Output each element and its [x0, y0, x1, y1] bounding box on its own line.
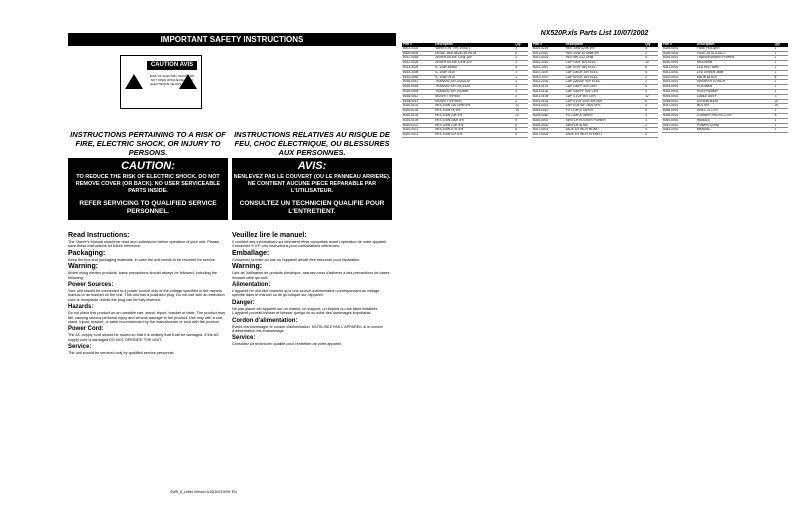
warning-heading-fr: Warning: — [232, 263, 263, 271]
part-number-cell: 6020-0222 — [402, 123, 434, 128]
service-text: The unit should be serviced only by qualified service personnel. — [68, 351, 175, 356]
caution-refer: REFER SERVICING TO QUALIFIED SERVICE PERSONNEL. — [79, 200, 217, 215]
qty-cell: 20 — [774, 104, 788, 109]
packaging-text-fr: Conservez la boite au cas ou l'appareil devait être retourner pour réparation. — [232, 257, 361, 262]
description-cell: CABLE ASSY — [696, 94, 774, 99]
description-cell: POT 10K B TAPER — [565, 109, 645, 114]
qty-cell: 8 — [514, 128, 528, 133]
part-number-cell: 6022-1100 — [532, 70, 565, 75]
part-number-cell: 6025-0010 — [532, 109, 565, 114]
description-cell: CAP 47UF 35V ELEC — [565, 65, 645, 70]
part-number-cell: 6023-0101 — [532, 85, 565, 90]
qty-cell: 1 — [774, 89, 788, 94]
part-number-cell: 6012-0028 — [402, 61, 434, 66]
description-cell: ZENER DIODE 1/2W 15V — [434, 56, 514, 61]
description-cell: CORNER PROTECTOR — [696, 113, 774, 118]
col-header-desc: Description — [434, 43, 514, 47]
description-cell: POT 50K A TAPER — [565, 113, 645, 118]
part-number-cell: 6016-0012 — [402, 80, 434, 85]
qty-cell: 1 — [774, 118, 788, 123]
qty-cell: 1 — [644, 118, 658, 123]
qty-cell: 1 — [774, 123, 788, 128]
qty-cell: 1 — [514, 47, 528, 51]
part-number-cell: 6021-0022 — [532, 56, 565, 61]
part-number-cell: 6018-0013 — [402, 99, 434, 104]
col-header-part: Part # — [532, 43, 565, 47]
description-cell: CAP 0.1UF 100V MYLAR — [565, 99, 645, 104]
service-text-fr: Consultez un technicien qualifié pour l'entretien de votre appareil. — [232, 342, 342, 347]
description-cell: SWITCH SLIDE — [565, 123, 645, 128]
part-number-cell: 6020-0102 — [402, 109, 434, 114]
part-number-cell: 6022-1047 — [532, 65, 565, 70]
qty-cell: 4 — [514, 65, 528, 70]
part-number-cell: 6023-0102 — [532, 89, 565, 94]
qty-cell: 5 — [514, 133, 528, 138]
description-cell: GRILL CLOTH — [696, 109, 774, 114]
packaging-heading-fr: Emballage: — [232, 249, 270, 257]
col-header-part: Part # — [662, 43, 696, 47]
description-cell: CAP 10UF 50V ELEC — [565, 61, 645, 66]
table-row — [662, 128, 788, 133]
description-cell: RES 1/4W 100K 5% — [434, 118, 514, 123]
part-number-cell: 6036-0001 — [662, 99, 696, 104]
qty-cell: 1 — [774, 61, 788, 66]
description-cell: RES 1/4W 100 OHM 5% — [434, 104, 514, 109]
part-number-cell: 6035-0001 — [662, 94, 696, 99]
part-number-cell: 6020-0472 — [402, 128, 434, 133]
part-number-cell: 6016-0094 — [402, 89, 434, 94]
part-number-cell: 6040-0001 — [662, 118, 696, 123]
part-number-cell: 6005-3004 — [402, 51, 434, 56]
description-cell: SCREW M3X8 — [696, 99, 774, 104]
shock-warning-label — [120, 55, 202, 109]
description-cell: ZENER DIODE 1/2W 22V — [434, 61, 514, 66]
qty-cell: 18 — [514, 109, 528, 114]
cord-text: The AC supply cord should be routed so that it is unlikely that it will be damaged. If the AC supply cord is damaged DO NOT OPERATE THE UNIT. — [68, 333, 219, 342]
part-number-cell: 6041-0001 — [662, 123, 696, 128]
avis-title: AVIS: — [297, 160, 327, 172]
qty-cell: 1 — [774, 70, 788, 75]
safety-page — [0, 0, 396, 513]
qty-cell: 4 — [644, 89, 658, 94]
description-cell: RES 1/4W 4.7K 5% — [434, 128, 514, 133]
warning-text-fr: Lors de l'utilisation de produits électrique, assurez-vous d'adhérer à des précautions de bases incluant celle qui suit: — [232, 271, 390, 280]
description-cell: IC 1/4W 4558D — [434, 65, 514, 70]
qty-cell: 2 — [514, 61, 528, 66]
qty-cell: 1 — [514, 70, 528, 75]
description-cell: IC 1/4W 7815 — [434, 70, 514, 75]
french-instructions — [232, 232, 392, 348]
parts-list-page — [396, 0, 793, 513]
part-number-cell: 6020-0103 — [402, 113, 434, 118]
power-text: Your unit should be connected to a power source only of the voltage specified in the owners manual or as marked on the unit. This unit has a polarized plug. Do not use with an extension cord or receptacle unless the plug can be fully inserted. — [68, 289, 225, 302]
part-number-cell: 6022-2220 — [532, 80, 565, 85]
part-number-cell: 6027-0002 — [532, 133, 565, 138]
qty-cell: 2 — [514, 89, 528, 94]
description-cell: MOSFET IRF540 — [434, 94, 514, 99]
qty-cell: 4 — [644, 56, 658, 61]
col-header-qty: Qty — [774, 43, 788, 47]
hazards-text: Do not place this product on an unstable cart, stand, tripod, bracket or table. The product may fall, causing serious personal injury and serious damage to the product. Use only with a cart, stand, tripod, bracket, or table recommended by the manufacturer or sold with the product. — [68, 311, 226, 325]
qty-cell: 2 — [514, 56, 528, 61]
part-number-cell: 6014-3025 — [402, 65, 434, 70]
description-cell: CAP 1000PF 50V CER — [565, 89, 645, 94]
parts-table-1 — [402, 43, 528, 138]
read-text: The Owner's Manual should be read and understood before operation of your unit. Please, save these instructions for future reference. — [68, 240, 220, 249]
qty-cell: 1 — [774, 56, 788, 61]
qty-cell: 2 — [644, 123, 658, 128]
part-number-cell: 6026-0001 — [532, 118, 565, 123]
description-cell: FUSE 2A SLO-BLO — [696, 51, 774, 56]
description-cell: HEATSINK — [696, 61, 774, 66]
part-number-cell: 6026-0002 — [532, 123, 565, 128]
read-heading-fr: Veuillez lire le manuel: — [232, 232, 307, 239]
part-number-cell: 6020-0101 — [402, 104, 434, 109]
description-cell: TRANSISTOR 2SC1815 — [434, 85, 514, 90]
description-cell: RES 1/4W 47K 5% — [434, 133, 514, 138]
qty-cell: 9 — [514, 118, 528, 123]
col-header-desc: Description — [696, 43, 774, 47]
description-cell: VARISTOR TVR 10G471 — [434, 47, 514, 51]
warning-triangle-icon — [125, 74, 143, 89]
part-number-cell: 6031-0001 — [662, 65, 696, 70]
description-cell: DIODE 1N4148 D0-35 PA 28 — [434, 51, 514, 56]
avis-refer: CONSULTEZ UN TECHNICIEN QUALIFIE POUR L'ENTRETIENT. — [239, 200, 385, 215]
qty-cell: 12 — [514, 104, 528, 109]
part-number-cell: 6031-0002 — [662, 70, 696, 75]
read-text-fr: Il contient des informations qui devraient êtres comprises avant l'opération de votre appareil. Conservez S.V.P. ces instructions pour consultations ultérieures. — [232, 240, 388, 249]
qty-cell: 4 — [644, 104, 658, 109]
qty-cell: 2 — [774, 65, 788, 70]
part-number-cell: 6018-0012 — [402, 94, 434, 99]
description-cell: RES 1/4W 1K 5% — [434, 109, 514, 114]
description-cell: PCB MAIN — [696, 85, 774, 90]
warning-heading: Warning: — [68, 263, 99, 271]
page-footer: SWR_6_Letter Version 4/26/2003 6/99: EN — [170, 490, 237, 494]
description-cell: MANUAL — [696, 128, 774, 133]
part-number-cell: 6028-0002 — [662, 51, 696, 56]
qty-cell: 1 — [774, 128, 788, 133]
qty-cell: 5 — [644, 109, 658, 114]
service-heading: Service: — [68, 344, 92, 351]
qty-cell: 2 — [644, 80, 658, 85]
description-cell: CAP 470UF 16V ELEC — [565, 75, 645, 80]
qty-cell: 2 — [644, 133, 658, 138]
description-cell: HANDLE — [696, 118, 774, 123]
description-cell: PCB PREAMP — [696, 89, 774, 94]
description-cell: RES 1/4W 220K 5% — [565, 47, 645, 51]
intro-french: INSTRUCTIONS RELATIVES AU RISQUE DE FEU, CHOC ÉLECTRIQUE, OU BLESSURES AUX PERSONNES. — [234, 130, 390, 157]
qty-cell: 1 — [774, 109, 788, 114]
description-cell: LED RED 3MM — [696, 65, 774, 70]
intro-english: INSTRUCTIONS PERTAINING TO A RISK OF FIRE, ELECTRIC SHOCK, OR INJURY TO PERSONS. — [70, 130, 226, 157]
description-cell: CAP 0.1UF 50V CER — [565, 94, 645, 99]
qty-cell: 6 — [644, 85, 658, 90]
description-cell: RES 1/4W 2.2K 5% — [434, 123, 514, 128]
description-cell: NUT M3 — [696, 104, 774, 109]
description-cell: CAP 0.047UF 100V MYL — [565, 104, 645, 109]
description-cell: SPEAKER 10 INCH — [696, 80, 774, 85]
table-row — [402, 133, 528, 138]
part-number-cell: 6028-0001 — [662, 47, 696, 51]
service-heading-fr: Service: — [232, 335, 256, 342]
qty-cell: 1 — [774, 85, 788, 90]
col-header-qty: Qty — [644, 43, 658, 47]
description-cell: IC 1/4W 7915 — [434, 75, 514, 80]
power-heading-fr: Alimentation: — [232, 282, 271, 289]
qty-cell: 22 — [514, 113, 528, 118]
qty-cell: 4 — [644, 128, 658, 133]
part-number-cell: 6014-3039 — [402, 70, 434, 75]
danger-heading-fr: Danger: — [232, 299, 255, 306]
description-cell: SWITCH ROCKER POWER — [565, 118, 645, 123]
qty-cell: 2 — [514, 94, 528, 99]
hazards-heading: Hazards: — [68, 304, 94, 311]
part-number-cell: 6032-0001 — [662, 75, 696, 80]
col-header-desc: Description — [565, 43, 645, 47]
part-number-cell: 6002-0302 — [402, 47, 434, 51]
part-number-cell: 6037-0001 — [662, 104, 696, 109]
cord-text-fr: Évitez d'endommager le cordon d'alimentation. N'UTILISEZ PAS L'APPAREIL si le cordon d'alimentation est endommagé. — [232, 324, 383, 334]
part-number-cell: 6016-0054 — [402, 85, 434, 90]
packaging-text: Keep the box and packaging materials, in case the unit needs to be returned for service. — [68, 257, 216, 262]
qty-cell: 8 — [774, 113, 788, 118]
part-number-cell: 6020-0224 — [532, 47, 565, 51]
part-number-cell: 6038-0001 — [662, 109, 696, 114]
description-cell: TRANSFORMER POWER — [696, 56, 774, 61]
part-number-cell: 6027-0001 — [532, 128, 565, 133]
description-cell: TRANSISTOR 2SD669 — [434, 89, 514, 94]
qty-cell: 6 — [644, 65, 658, 70]
qty-cell: 2 — [514, 99, 528, 104]
qty-cell: 3 — [514, 80, 528, 85]
description-cell: RES 1/2W 10 OHM 5% — [565, 51, 645, 56]
caution-box — [68, 158, 228, 220]
part-number-cell: 6034-0002 — [662, 89, 696, 94]
qty-cell: 3 — [644, 113, 658, 118]
description-cell: POWER CORD — [696, 123, 774, 128]
qty-cell: 10 — [644, 61, 658, 66]
description-cell: TRANSISTOR 2SA1015 — [434, 80, 514, 85]
qty-cell: 20 — [774, 99, 788, 104]
caution-title: CAUTION: — [121, 160, 175, 172]
part-number-cell: 6022-1470 — [532, 75, 565, 80]
qty-cell: 4 — [644, 70, 658, 75]
part-number-cell: 6029-0001 — [662, 56, 696, 61]
description-cell: MOSFET IRF9540 — [434, 99, 514, 104]
part-number-cell: 6033-0001 — [662, 80, 696, 85]
avis-body: NENLEVEZ PAS LE COUVERT (OU LE PANNEAU ARRIERE). NE CONTIENT AUCUNE PIECE REPARABLE PAR L'UTILISATEUR. — [233, 174, 391, 194]
qty-cell: 3 — [774, 94, 788, 99]
qty-cell: 1 — [774, 47, 788, 51]
description-cell: LED GREEN 3MM — [696, 70, 774, 75]
part-number-cell: 6024-0473 — [532, 104, 565, 109]
description-cell: CAP 100UF 25V ELEC — [565, 70, 645, 75]
description-cell: RES 5W 0.22 OHM — [565, 56, 645, 61]
col-header-qty: Qty — [514, 43, 528, 47]
qty-cell: 4 — [644, 47, 658, 51]
part-number-cell: 6039-0001 — [662, 113, 696, 118]
part-number-cell: 6021-0010 — [532, 51, 565, 56]
qty-cell: 3 — [514, 85, 528, 90]
qty-cell: 8 — [774, 75, 788, 80]
qty-cell: 12 — [644, 94, 658, 99]
description-cell: CAP 100PF 50V CER — [565, 85, 645, 90]
power-heading: Power Sources: — [68, 282, 114, 289]
description-cell: JACK 1/4 INCH STEREO — [565, 133, 645, 138]
table-row — [532, 133, 658, 138]
col-header-part: Part # — [402, 43, 434, 47]
qty-cell: 1 — [774, 80, 788, 85]
cord-heading: Power Cord: — [68, 326, 104, 333]
caution-avis-label: CAUTION AVIS — [147, 61, 197, 70]
description-cell: KNOB BLACK — [696, 75, 774, 80]
packaging-heading: Packaging: — [68, 249, 106, 257]
part-number-cell: 6020-0473 — [402, 133, 434, 138]
part-number-cell: 6012-0018 — [402, 56, 434, 61]
qty-cell: 2 — [644, 75, 658, 80]
qty-cell: 2 — [644, 51, 658, 56]
part-number-cell: 6024-0104 — [532, 99, 565, 104]
caution-body: TO REDUCE THE RISK OF ELECTRIC SHOCK, DO NOT REMOVE COVER (OR BACK). NO USER SERVICEABLE PARTS INSIDE. — [75, 174, 221, 194]
power-text-fr: L'appareil ne doit être branché qu'à une source d'alimentation correspondant au voltage spécifié dans le manuel ou tel qu'indiqué sur l'appareil. — [232, 289, 380, 298]
avis-box — [232, 158, 392, 220]
qty-cell: 1 — [774, 51, 788, 56]
parts-table-3 — [662, 43, 788, 133]
description-cell: FUSE HOLDER — [696, 47, 774, 51]
qty-cell: 6 — [514, 51, 528, 56]
qty-cell: 6 — [514, 123, 528, 128]
part-number-cell: 6034-0001 — [662, 85, 696, 90]
part-number-cell: 6022-1010 — [532, 61, 565, 66]
part-number-cell: 6020-0104 — [402, 118, 434, 123]
safety-header: IMPORTANT SAFETY INSTRUCTIONS — [68, 33, 396, 46]
shock-label-text: RISK OF ELECTRIC SHOCK DO NOT OPEN RISQUE DE CHOC ELECTRIQUE NE PAS OUVRIR — [149, 74, 195, 86]
english-instructions — [68, 232, 228, 357]
part-number-cell: 6042-0001 — [662, 128, 696, 133]
part-number-cell: 6030-0001 — [662, 61, 696, 66]
description-cell: CAP 2200UF 50V ELEC — [565, 80, 645, 85]
parts-list-title: NX520P.xls Parts List 10/07/2002 — [540, 30, 649, 37]
description-cell: JACK 1/4 INCH MONO — [565, 128, 645, 133]
qty-cell: 1 — [514, 75, 528, 80]
read-heading: Read Instructions: — [68, 232, 130, 239]
danger-text-fr: Ne pas placer cet appareil sur un chariot, un support, un trépied ou une table instables. L'appareil pourrait tomber et blesser quelqu'un ou subir des dommages importants. — [232, 306, 379, 316]
part-number-cell: 6025-0050 — [532, 113, 565, 118]
description-cell: RES 1/4W 10K 5% — [434, 113, 514, 118]
qty-cell: 6 — [644, 99, 658, 104]
part-number-cell: 6014-3040 — [402, 75, 434, 80]
cord-heading-fr: Cordon d'alimentation: — [232, 317, 298, 324]
parts-table-2 — [532, 43, 658, 138]
part-number-cell: 6023-0104 — [532, 94, 565, 99]
warning-text: When using electric products, basic precautions should always be followed, including the following: — [68, 271, 218, 280]
